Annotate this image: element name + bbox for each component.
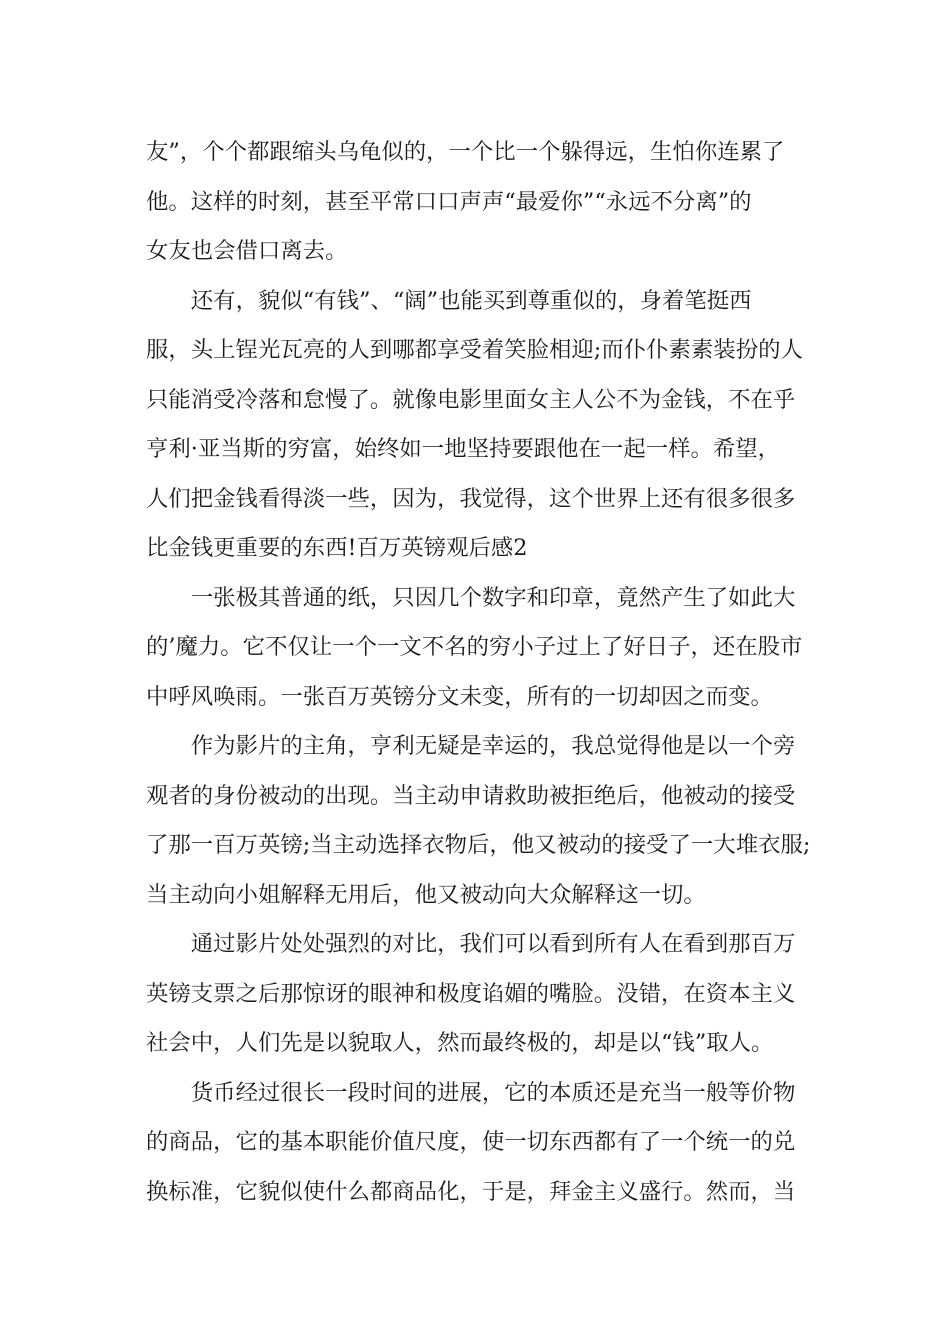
- text-line: 还有，貌似“有钱”、“阔”也能买到尊重似的，身着笔挺西: [190, 287, 752, 314]
- text-line: 通过影片处处强烈的对比，我们可以看到所有人在看到那百万: [190, 931, 796, 957]
- paragraph-3: [146, 574, 818, 723]
- text-line: 作为影片的主角，亨利无疑是幸运的，我总觉得他是以一个旁: [190, 733, 796, 759]
- text-line: 英镑支票之后那惊讶的眼神和极度谄媚的嘴脸。没错，在资本主义: [146, 980, 796, 1007]
- text-line: 友”，个个都跟缩头乌龟似的，一个比一个躲得远，生怕你连累了: [146, 139, 785, 165]
- text-line: 人们把金钱看得淡一些，因为，我觉得，这个世界上还有很多很多: [146, 485, 796, 512]
- document-body: [146, 128, 818, 1217]
- paragraph-6: [146, 1069, 818, 1218]
- text-line: 社会中，人们先是以貌取人，然而最终极的，却是以“钱”取人。: [146, 1030, 774, 1056]
- text-line: 了那一百万英镑;当主动选择衣物后，他又被动的接受了一大堆衣服;: [146, 832, 811, 858]
- text-line: 比金钱更重要的东西!百万英镑观后感2: [146, 535, 528, 561]
- text-line: 亨利·亚当斯的穷富，始终如一地坚持要跟他在一起一样。希望，: [146, 436, 781, 462]
- text-line: 的商品，它的基本职能价值尺度，使一切东西都有了一个统一的兑: [146, 1129, 796, 1155]
- text-line: 当主动向小姐解释无用后，他又被动向大众解释这一切。: [146, 881, 706, 908]
- text-line: 只能消受冷落和怠慢了。就像电影里面女主人公不为金钱，不在乎: [146, 386, 796, 413]
- paragraph-5: [146, 920, 818, 1069]
- paragraph-1: [146, 128, 818, 277]
- text-line: 服，头上锃光瓦亮的人到哪都享受着笑脸相迎;而仆仆素素装扮的人: [146, 337, 803, 363]
- text-line: 女友也会借口离去。: [146, 238, 348, 264]
- paragraph-4: [146, 722, 818, 920]
- text-line: 他。这样的时刻，甚至平常口口声声“最爱你”“永远不分离”的: [146, 188, 752, 215]
- paragraph-2: [146, 277, 818, 574]
- text-line: 换标准，它貌似使什么都商品化，于是，拜金主义盛行。然而，当: [146, 1178, 796, 1205]
- text-line: 货币经过很长一段时间的进展，它的本质还是充当一般等价物: [190, 1079, 796, 1106]
- text-line: 中呼风唤雨。一张百万英镑分文未变，所有的一切却因之而变。: [146, 683, 773, 710]
- text-line: 的’魔力。它不仅让一个一文不名的穷小子过上了好日子，还在股市: [146, 634, 803, 660]
- text-line: 观者的身份被动的出现。当主动申请救助被拒绝后，他被动的接受: [146, 782, 796, 809]
- text-line: 一张极其普通的纸，只因几个数字和印章，竟然产生了如此大: [190, 584, 796, 611]
